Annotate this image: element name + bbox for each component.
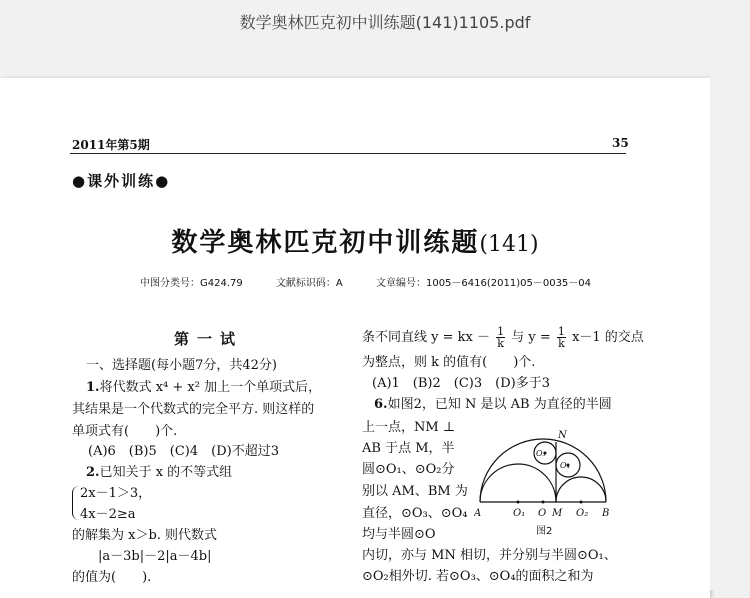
semicircle-o2 [556,477,606,502]
article-title-text: 数学奥林匹克初中训练题 [171,228,480,258]
question-6-line-8: 内切，亦与 MN 相切，并分别与半圆⊙O₁、 [362,548,617,563]
question-6-line-3: AB 于点 M，半 [362,441,455,456]
question-1-line-3: 单项式有( )个. [72,424,178,439]
question-1-text: 将代数式 x⁴ + x² 加上一个单项式后， [99,380,322,395]
center-o1 [517,501,520,504]
fraction-denominator: k [497,337,504,350]
page-number: 35 [612,136,629,150]
label-b: B [602,508,610,519]
question-5-line-2: 为整点，则 k 的值有( )个. [362,355,536,370]
inequality-2: 4x－2≥a [80,507,136,522]
question-1-line-2: 其结果是一个代数式的完全平方. 则这样的 [72,402,315,417]
question-1-options: (A)6 (B)5 (C)4 (D)不超过3 [88,444,279,459]
doc-code: 文献标识码：A [275,278,343,289]
question-2-line-2: 的解集为 x＞b. 则代数式 [72,528,218,543]
inequality-1: 2x－1＞3， [80,486,152,501]
part-heading: 一、选择题(每小题7分，共42分) [86,358,277,373]
question-2-number: 2. [86,465,100,480]
article-title-number: (141) [479,232,539,257]
question-6-line-7: 均与半圆⊙O [362,527,436,542]
question-6-line-1 [374,397,612,413]
article-title [0,222,710,259]
question-2-line-3: 的值为( ). [72,570,152,585]
question-1-line-1 [86,380,321,396]
class-number: 中图分类号：G424.79 [140,278,243,289]
figure-caption: 图2 [536,526,553,537]
question-6-line-4: 圆⊙O₁、⊙O₂分 [362,462,455,477]
question-1-number: 1. [86,380,100,395]
label-m: M [552,508,563,519]
label-o1: O₁ [513,508,526,519]
label-o3: O₃ [536,449,546,458]
question-2-text: 已知关于 x 的不等式组 [99,465,233,480]
center-o [542,501,545,504]
document-title: 数学奥林匹克初中训练题(141)1105.pdf [239,12,531,32]
question-5-line-1 [362,326,644,349]
q5-text-a: 条不同直线 y = kx － [362,330,490,345]
header-rule [70,153,626,154]
question-2-line-1 [86,465,232,481]
label-a: A [474,508,482,519]
center-o2 [580,501,583,504]
fraction-numerator: 1 [497,325,505,338]
question-6-text: 如图2，已知 N 是以 AB 为直径的半圆 [387,397,612,412]
q5-text-b: 与 y = [511,330,551,345]
question-6-number: 6. [374,397,388,412]
fraction-numerator: 1 [557,325,565,338]
question-2-expression: |a－3b|－2|a－4b| [98,549,212,564]
column-tag: ●课外训练● [72,172,171,190]
question-6-line-5: 别以 AM、BM 为 [362,484,468,499]
question-6-line-2: 上一点，NM ⊥ [362,420,456,435]
classification-line [140,274,621,289]
figure-2-semicircles [474,424,614,544]
window-titlebar [0,0,750,42]
label-o4: O₄ [560,461,570,470]
section-heading: 第一试 [174,330,244,348]
scrollbar-track[interactable] [710,78,750,590]
label-o2: O₂ [576,508,589,519]
fraction-1-over-k [496,326,505,349]
journal-issue: 2011年第5期 [72,138,150,152]
label-n: N [558,430,567,441]
question-6-line-9: ⊙O₂相外切. 若⊙O₃、⊙O₄的面积之和为 [362,569,594,584]
q5-text-c: x－1 的交点 [572,330,644,345]
article-number: 文章编号：1005－6416(2011)05－0035－04 [375,278,592,289]
fraction-denominator: k [558,337,565,350]
fraction-1-over-k-2 [557,326,566,349]
question-5-options: (A)1 (B)2 (C)3 (D)多于3 [372,376,550,391]
label-o: O [538,508,547,519]
semicircle-o1 [480,464,556,502]
question-6-line-6: 直径，⊙O₃、⊙O₄ [362,506,468,521]
system-brace [72,486,79,520]
